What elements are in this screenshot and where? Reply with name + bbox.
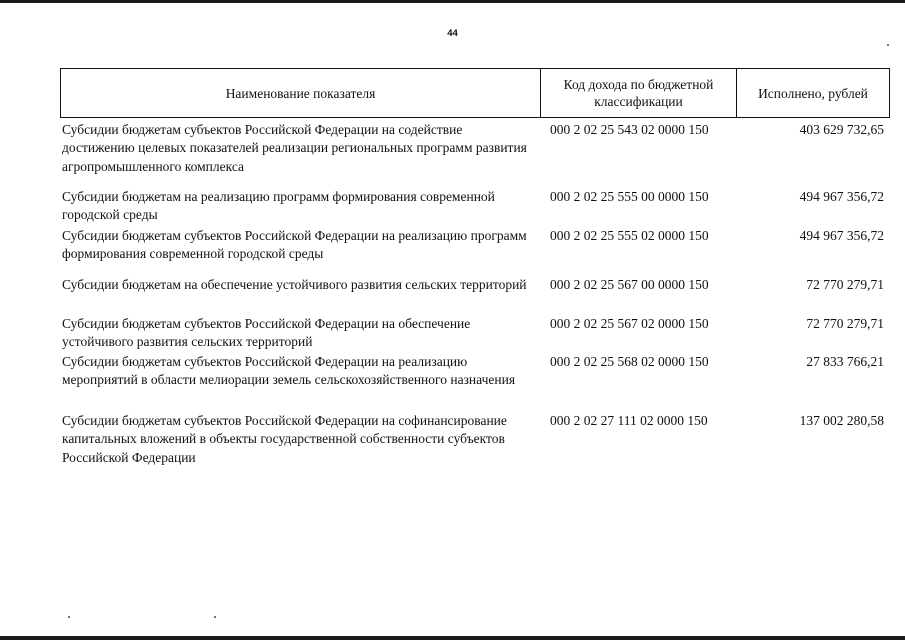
row-code: 000 2 02 25 568 02 0000 150 (550, 354, 709, 369)
row-code: 000 2 02 25 555 02 0000 150 (550, 228, 709, 243)
row-name: Субсидии бюджетам субъектов Российской Федерации на содействие достижению целевых показателей реализации региональных программ развития агропромышленного комплекса (62, 122, 527, 174)
row-code: 000 2 02 25 555 00 0000 150 (550, 189, 709, 204)
row-code: 000 2 02 25 567 00 0000 150 (550, 277, 709, 292)
page-number: 44 (447, 28, 458, 39)
row-name: Субсидии бюджетам субъектов Российской Федерации на реализацию программ формирования современной городской среды (62, 228, 527, 262)
scan-speck (214, 616, 216, 618)
row-code: 000 2 02 25 543 02 0000 150 (550, 122, 709, 137)
scan-speck (887, 44, 889, 46)
header-name: Наименование показателя (61, 69, 541, 117)
row-amount: 27 833 766,21 (806, 354, 884, 369)
row-amount: 72 770 279,71 (806, 277, 884, 292)
row-name: Субсидии бюджетам субъектов Российской Федерации на обеспечение устойчивого развития сельских территорий (62, 316, 471, 350)
row-name: Субсидии бюджетам субъектов Российской Федерации на софинансирование капитальных вложений в объекты государственной собственности субъектов Российской Федерации (62, 413, 507, 465)
row-amount: 494 967 356,72 (799, 228, 884, 243)
scan-speck (68, 616, 70, 618)
header-executed: Исполнено, рублей (758, 85, 868, 101)
row-amount: 137 002 280,58 (799, 413, 884, 428)
row-code: 000 2 02 25 567 02 0000 150 (550, 316, 709, 331)
row-amount: 403 629 732,65 (799, 122, 884, 137)
row-amount: 494 967 356,72 (799, 189, 884, 204)
row-name: Субсидии бюджетам на обеспечение устойчивого развития сельских территорий (62, 277, 527, 292)
page-top-edge (0, 0, 905, 3)
row-name: Субсидии бюджетам субъектов Российской Федерации на реализацию мероприятий в области мелиорации земель сельскохозяйственного назначения (62, 354, 516, 388)
row-amount: 72 770 279,71 (806, 316, 884, 331)
page-bottom-edge (0, 636, 905, 640)
header-code: Код дохода по бюджетной классификации (541, 69, 737, 117)
row-name: Субсидии бюджетам на реализацию программ формирования современной городской среды (62, 189, 495, 223)
row-code: 000 2 02 27 111 02 0000 150 (550, 413, 708, 428)
table-header (60, 68, 890, 118)
